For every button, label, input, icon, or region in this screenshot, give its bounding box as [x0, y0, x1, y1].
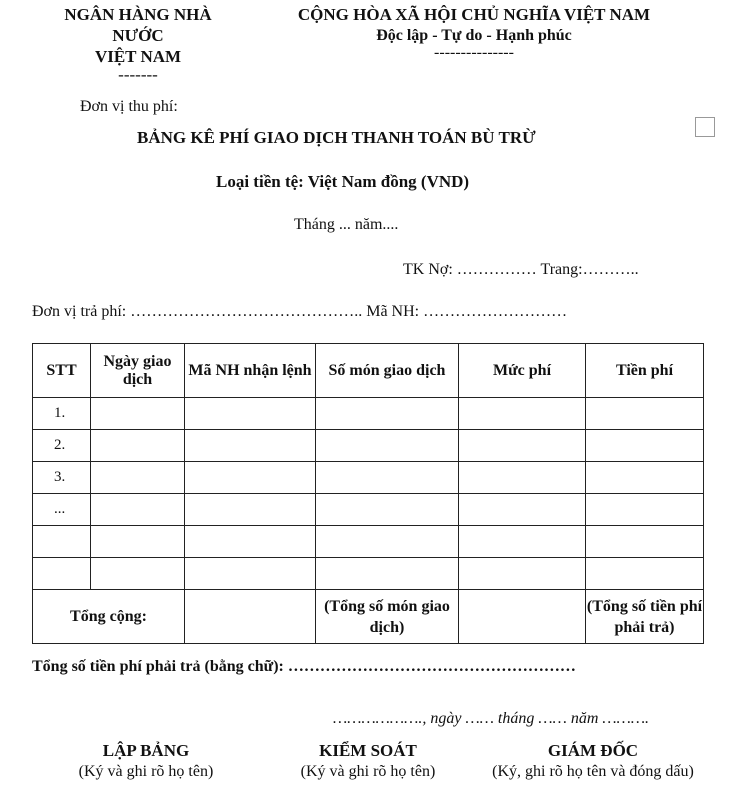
table-cell[interactable]	[91, 462, 185, 494]
table-cell[interactable]	[185, 430, 316, 462]
fee-collector-label: Đơn vị thu phí:	[80, 98, 178, 115]
total-row	[33, 590, 704, 644]
signature-director	[476, 740, 710, 782]
table-cell[interactable]	[316, 526, 459, 558]
table-cell[interactable]	[185, 526, 316, 558]
table-cell[interactable]	[316, 398, 459, 430]
signature-preparer	[30, 740, 262, 782]
signature-title: GIÁM ĐỐC	[547, 741, 639, 760]
col-header-count: Số món giao dịch	[316, 344, 459, 398]
row-index: 3.	[33, 462, 91, 494]
col-header-date: Ngày giao dịch	[91, 344, 185, 398]
table-cell[interactable]	[91, 494, 185, 526]
issuer-block	[38, 4, 238, 83]
total-label: Tổng cộng:	[33, 590, 185, 644]
signature-note: (Ký và ghi rõ họ tên)	[78, 763, 214, 780]
issuer-line-1: NGÂN HÀNG NHÀ	[64, 5, 212, 24]
account-page-line: TK Nợ: …………… Trang:………..	[403, 261, 639, 278]
amount-in-words-line: Tổng số tiền phí phải trả (bằng chữ): ………………………………………………	[32, 658, 576, 675]
col-header-fee-rate: Mức phí	[459, 344, 586, 398]
national-motto: Độc lập - Tự do - Hạnh phúc	[376, 27, 572, 44]
national-heading	[266, 4, 682, 60]
signature-note: (Ký, ghi rõ họ tên và đóng dấu)	[492, 763, 694, 780]
table-cell[interactable]	[185, 590, 316, 644]
table-cell[interactable]	[459, 462, 586, 494]
table-cell[interactable]	[91, 398, 185, 430]
signature-title: KIỂM SOÁT	[319, 741, 417, 760]
table-cell[interactable]	[459, 430, 586, 462]
table-cell[interactable]	[91, 430, 185, 462]
col-header-bank-code: Mã NH nhận lệnh	[185, 344, 316, 398]
table-cell[interactable]	[91, 558, 185, 590]
table-cell[interactable]	[185, 558, 316, 590]
row-index	[33, 558, 91, 590]
table-cell[interactable]	[185, 494, 316, 526]
table-cell[interactable]	[586, 462, 704, 494]
table-cell[interactable]	[586, 398, 704, 430]
row-index: 2.	[33, 430, 91, 462]
row-index: ...	[33, 494, 91, 526]
country-name: CỘNG HÒA XÃ HỘI CHỦ NGHĨA VIỆT NAM	[297, 5, 651, 24]
document-title: BẢNG KÊ PHÍ GIAO DỊCH THANH TOÁN BÙ TRỪ	[137, 128, 536, 147]
table-cell[interactable]	[185, 398, 316, 430]
row-index: 1.	[33, 398, 91, 430]
table-cell[interactable]	[459, 526, 586, 558]
date-line: ………………., ngày …… tháng …… năm ……….	[333, 710, 650, 727]
row-index	[33, 526, 91, 558]
payer-bank-line: Đơn vị trả phí: …………………………………….. Mã NH: ………………………	[32, 303, 568, 320]
table-cell[interactable]	[459, 590, 586, 644]
table-cell[interactable]	[459, 558, 586, 590]
signature-title: LẬP BẢNG	[102, 741, 190, 760]
issuer-rule: -------	[118, 65, 158, 84]
table-row	[33, 462, 704, 494]
table-cell[interactable]	[459, 398, 586, 430]
currency-label: Loại tiền tệ: Việt Nam đồng (VND)	[216, 172, 470, 191]
table-header-row	[33, 344, 704, 398]
issuer-line-2: NƯỚC	[112, 26, 164, 45]
signature-controller	[252, 740, 484, 782]
checkbox[interactable]	[695, 117, 715, 137]
table-cell[interactable]	[316, 494, 459, 526]
signature-note: (Ký và ghi rõ họ tên)	[300, 763, 436, 780]
table-cell[interactable]	[459, 494, 586, 526]
table-row	[33, 398, 704, 430]
table-cell[interactable]	[316, 430, 459, 462]
col-header-fee-amount: Tiền phí	[586, 344, 704, 398]
table-cell[interactable]	[91, 526, 185, 558]
table-cell[interactable]	[185, 462, 316, 494]
total-amount-note: (Tổng số tiền phí phải trả)	[586, 590, 704, 644]
table-cell[interactable]	[586, 494, 704, 526]
table-row	[33, 494, 704, 526]
table-row	[33, 430, 704, 462]
fee-table	[32, 343, 704, 644]
table-cell[interactable]	[586, 430, 704, 462]
table-cell[interactable]	[586, 526, 704, 558]
table-row	[33, 526, 704, 558]
table-cell[interactable]	[316, 558, 459, 590]
issuer-line-3: VIỆT NAM	[94, 47, 182, 66]
motto-rule: ---------------	[434, 44, 514, 61]
table-cell[interactable]	[586, 558, 704, 590]
table-row	[33, 558, 704, 590]
total-count-note: (Tổng số món giao dịch)	[316, 590, 459, 644]
month-year-line: Tháng ... năm....	[294, 216, 399, 233]
table-cell[interactable]	[316, 462, 459, 494]
col-header-stt: STT	[33, 344, 91, 398]
